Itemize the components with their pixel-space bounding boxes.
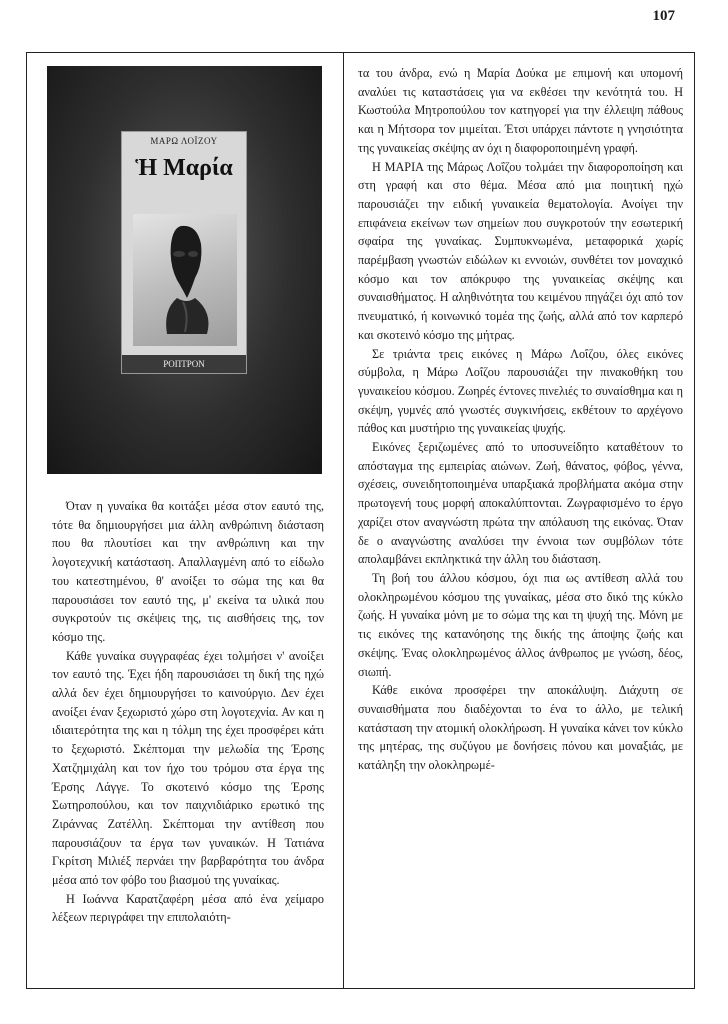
paragraph: τα του άνδρα, ενώ η Μαρία Δούκα με επιμονή και υπομονή αναλύει τις καταστάσεις για να εκθέσει την κενότητά του. Η Κωστούλα Μητροπούλου τον κατηγορεί για την έλλειψη πάθους και η Μήτσορα τον μιμείται. Έτσι υπάρχει πάντοτε η γνησιότητα της γυναικείας σκέψης αν όχι η διαφοροποιημένη γραφή. bbox=[358, 66, 683, 155]
page-number: 107 bbox=[652, 8, 675, 24]
paragraph: Κάθε γυναίκα συγγραφέας έχει τολμήσει ν' ανοίξει τον εαυτό της. Έχει ήδη παρουσιάσει τη δική της ηχώ αλλά δεν έχει δημιουργήσει το καινούργιο. Δεν έχει ανοίξει έναν ξεχωριστό χώρο στη λογοτεχνία. Αν και η ιδιαιτερότητα της και η τόλμη της έχει προσφέρει κάτι το ξεχωριστό. Σκέπτομαι την μελωδία της Έρσης Χατζημιχάλη και τον ήχο του τρόμου στα έργα της Έρσης Λάγγε. Το σκοτεινό κόσμο της Έρσης Σωτηροπούλου, και τον παιχνιδιάρικο ερωτικό της Ζιράννας Ζατέλλη. Σκέπτομαι την αντίθεση που παρουσιάζουν τα έργα των γυναικών. Η Τατιάνα Γκρίτση Μιλιέξ περνάει την βαρβαρότητα του άνδρα μέσα από τον φόβο του βιασμού της γυναίκας. bbox=[52, 648, 324, 888]
paragraph: Τη βοή του άλλου κόσμου, όχι πια ως αντίθεση αλλά του ολοκληρωμένου κόσμου της γυναίκας, μέσα στο δικό της κύκλο ζωής. Η γυναίκα μόνη με το σώμα της και τη ψυχή της. Μόνη με τις εικόνες της κατανόησης της δικής της άποψης ζωής και σκέψης. Ένας ολοκληρωμένος άλλος άνθρωπος με γνώση, δέος, σιωπή. bbox=[358, 570, 683, 679]
book-cover bbox=[121, 131, 247, 374]
paragraph: Εικόνες ξεριζωμένες από το υποσυνείδητο καταθέτουν το απόσταγμα της εμπειρίας αιώνων. Ζωή, θάνατος, φόβος, γέννα, σχέσεις, συνειδητοποιημένα υπαρξιακά προβλήματα ακόμα στην πρωτογενή τους μορφή αποκαλύπτονται. Ζωγραφισμένο το έργο χαρίζει στον αναγνώστη πρώτα την απόλαυση της εικόνας. Όταν δε ο αναγνώστης αναλύσει την έννοια των συμβόλων τότε απολαμβάνει εκπληκτικά την άλλη του διάσταση. bbox=[358, 440, 683, 567]
paragraph: Όταν η γυναίκα θα κοιτάξει μέσα στον εαυτό της, τότε θα δημιουργήσει μια άλλη ανθρώπινη διάσταση που θα πλουτίσει και την ανθρώπινη και την λογοτεχνική κατάσταση. Απαλλαγμένη από το είδωλο του κατεστημένου, θ' ανοίξει το σώμα της και θα παρουσιάσει τον εαυτό της, μ' εκείνα τα υλικά που συγκροτούν τις σκέψεις της, τις αισθήσεις της, τον κόσμο της. bbox=[52, 499, 324, 644]
book-title: Ἡ Μαρία bbox=[135, 155, 233, 181]
head-sculpture-image bbox=[133, 214, 237, 346]
book-author: ΜΑΡΩ ΛΟΪΖΟΥ bbox=[150, 136, 218, 146]
book-publisher: ΡΟΠΤΡΟΝ bbox=[122, 355, 246, 373]
paragraph: Η ΜΑΡΙΑ της Μάρως Λοΐζου τολμάει την διαφοροποίηση και στη γραφή και στο θέμα. Μέσα από μια ποιητική ηχώ παρουσιάζει την ειδική γυναικεία θεματολογία. Ανοίγει την επιφάνεια εκείνων των σημείων που συγκροτούν την εσωτερική σφαίρα της γυναίκας. Συμπυκνωμένα, μεταφορικά χωρίς παρέμβαση γνωστών ειδώλων κι εννοιών, συνθέτει τον μοναχικό κόσμο και τον απόκρυφο της γυναικείας σκέψης και συναισθήματος. Η αληθινότητα του κειμένου πηγάζει όχι από τον πνευματικό, ή κοινωνικό τομέα της ζωής, αλλά από τον καρπερό και σκοτεινό κόσμο της μήτρας. bbox=[358, 159, 683, 342]
paragraph: Η Ιωάννα Καρατζαφέρη μέσα από ένα χείμαρο λέξεων περιγράφει την επιπολαιότη- bbox=[52, 891, 324, 925]
paragraph: Κάθε εικόνα προσφέρει την αποκάλυψη. Διάχυτη σε συναισθήματα που διαδέχονται το ένα το άλλο, με τελική κατάσταση την ατομική ολοκλήρωση. Η γυναίκα κάνει τον κύκλο της μητέρας, της συζύγου με δονήσεις πόνου και μοναξιάς, με κατάληξη την ολοκληρωμέ- bbox=[358, 683, 683, 773]
left-column bbox=[52, 497, 324, 927]
book-cover-art bbox=[133, 214, 237, 346]
column-divider bbox=[343, 52, 344, 989]
right-column bbox=[358, 64, 683, 775]
book-cover-photo bbox=[47, 66, 322, 474]
paragraph: Σε τριάντα τρεις εικόνες η Μάρω Λοΐζου, όλες εικόνες σύμβολα, η Μάρω Λοΐζου παρουσιάζει την πινακοθήκη του γυναικείου κόσμου. Ζωηρές έντονες πινελιές το συναίσθημα και η σκέψη, γυμνές από γνωστές συγκινήσεις, εκθέτουν το αρχέγονο πάθος και μυστήριο της γυναικείας ψυχής. bbox=[358, 346, 683, 436]
